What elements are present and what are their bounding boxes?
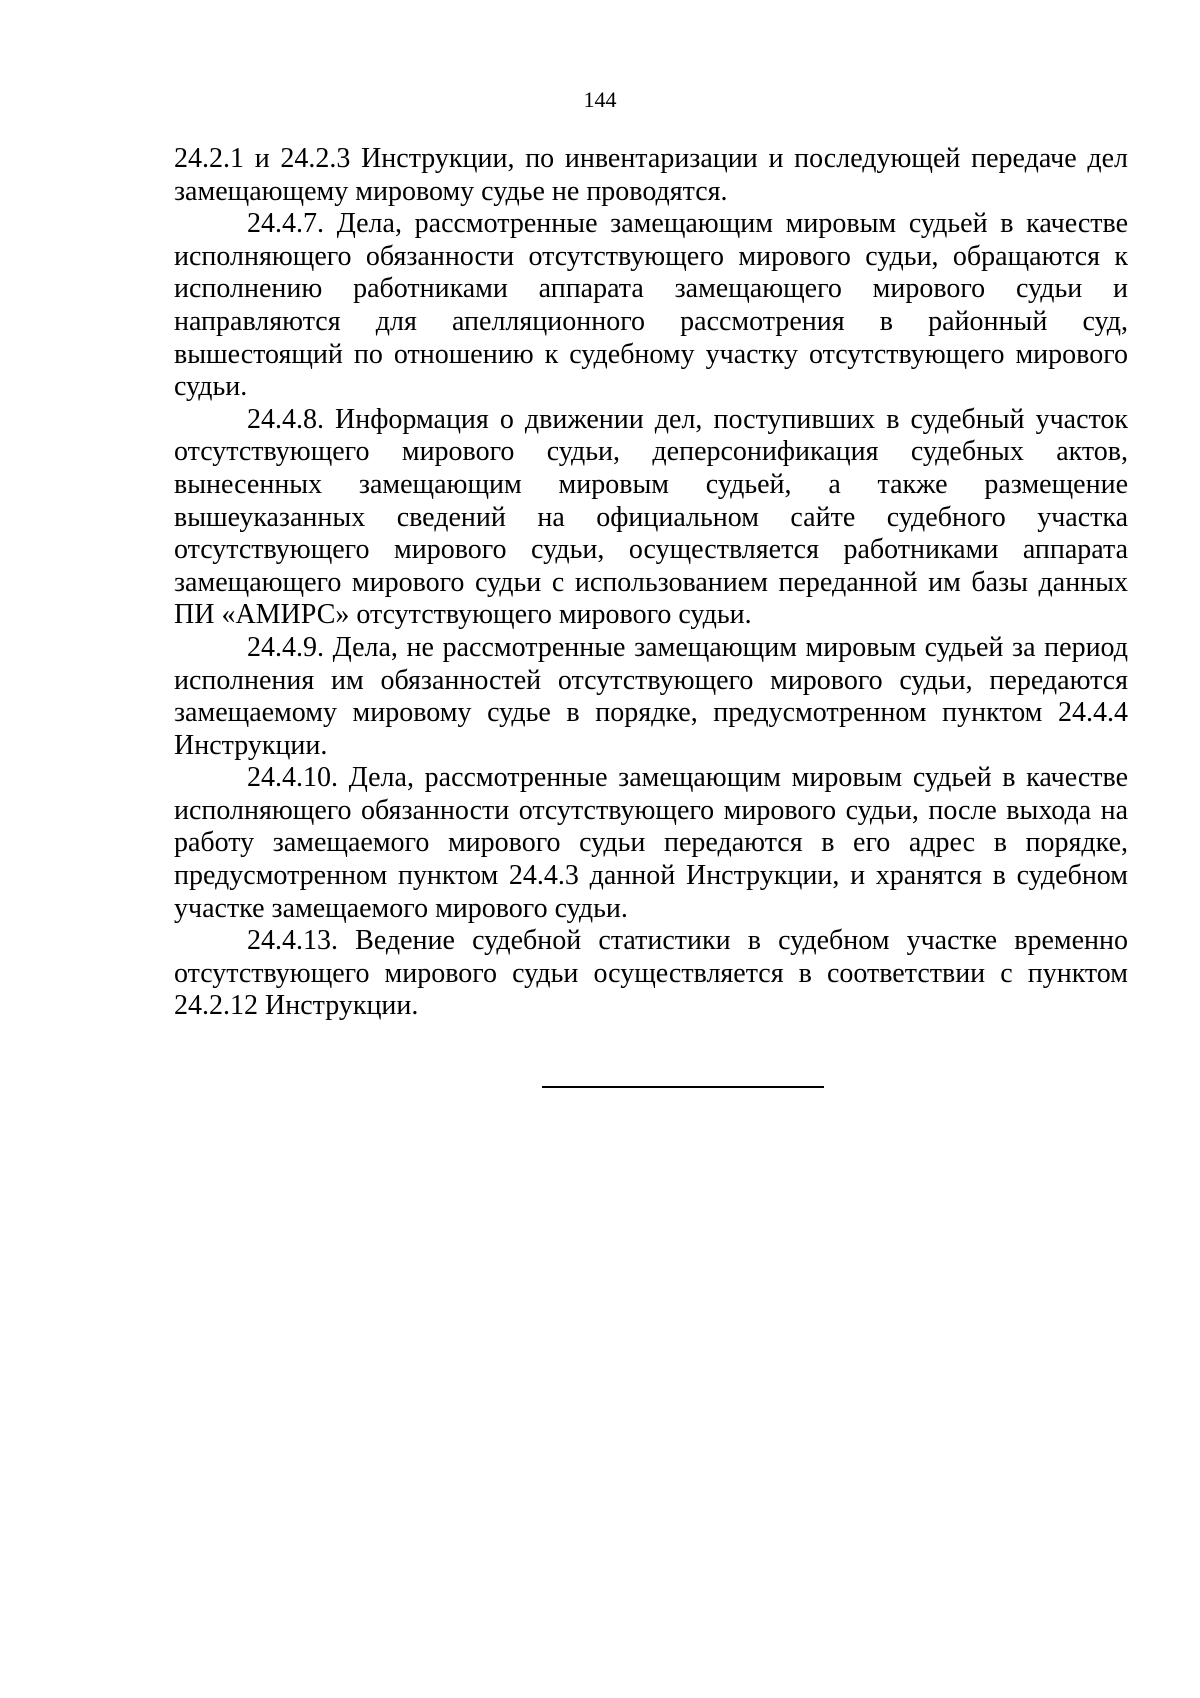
paragraph-24-4-8: 24.4.8. Информация о движении дел, поступивших в судебный участок отсутствующего мирового судьи, деперсонификация судебных актов, вынесенных замещающим мировым судьей, а также размещение вышеуказанных сведений на официальном сайте судебного участка отсутствующего мирового судьи, осуществляется работниками аппарата замещающего мирового судьи с использованием переданной им базы данных ПИ «АМИРС» отсутствующего мирового судьи. [174,403,1128,631]
paragraph-continuation: 24.2.1 и 24.2.3 Инструкции, по инвентаризации и последующей передаче дел замещающему мировому судье не проводятся. [174,143,1128,207]
end-of-document-rule [542,1086,824,1088]
document-body [174,143,1128,1023]
page-number: 144 [583,87,617,112]
paragraph-24-4-13: 24.4.13. Ведение судебной статистики в судебном участке временно отсутствующего мирового судьи осуществляется в соответствии с пунктом 24.2.12 Инструкции. [174,925,1128,1022]
paragraph-24-4-9: 24.4.9. Дела, не рассмотренные замещающим мировым судьей за период исполнения им обязанностей отсутствующего мирового судьи, передаются замещаемому мировому судье в порядке, предусмотренном пунктом 24.4.4 Инструкции. [174,631,1128,761]
paragraph-24-4-7: 24.4.7. Дела, рассмотренные замещающим мировым судьей в качестве исполняющего обязанности отсутствующего мирового судьи, обращаются к исполнению работниками аппарата замещающего мирового судьи и направляются для апелляционного рассмотрения в районный суд, вышестоящий по отношению к судебному участку отсутствующего мирового судьи. [174,208,1128,403]
paragraph-24-4-10: 24.4.10. Дела, рассмотренные замещающим мировым судьей в качестве исполняющего обязанности отсутствующего мирового судьи, после выхода на работу замещаемого мирового судьи передаются в его адрес в порядке, предусмотренном пунктом 24.4.3 данной Инструкции, и хранятся в судебном участке замещаемого мирового судьи. [174,762,1128,924]
